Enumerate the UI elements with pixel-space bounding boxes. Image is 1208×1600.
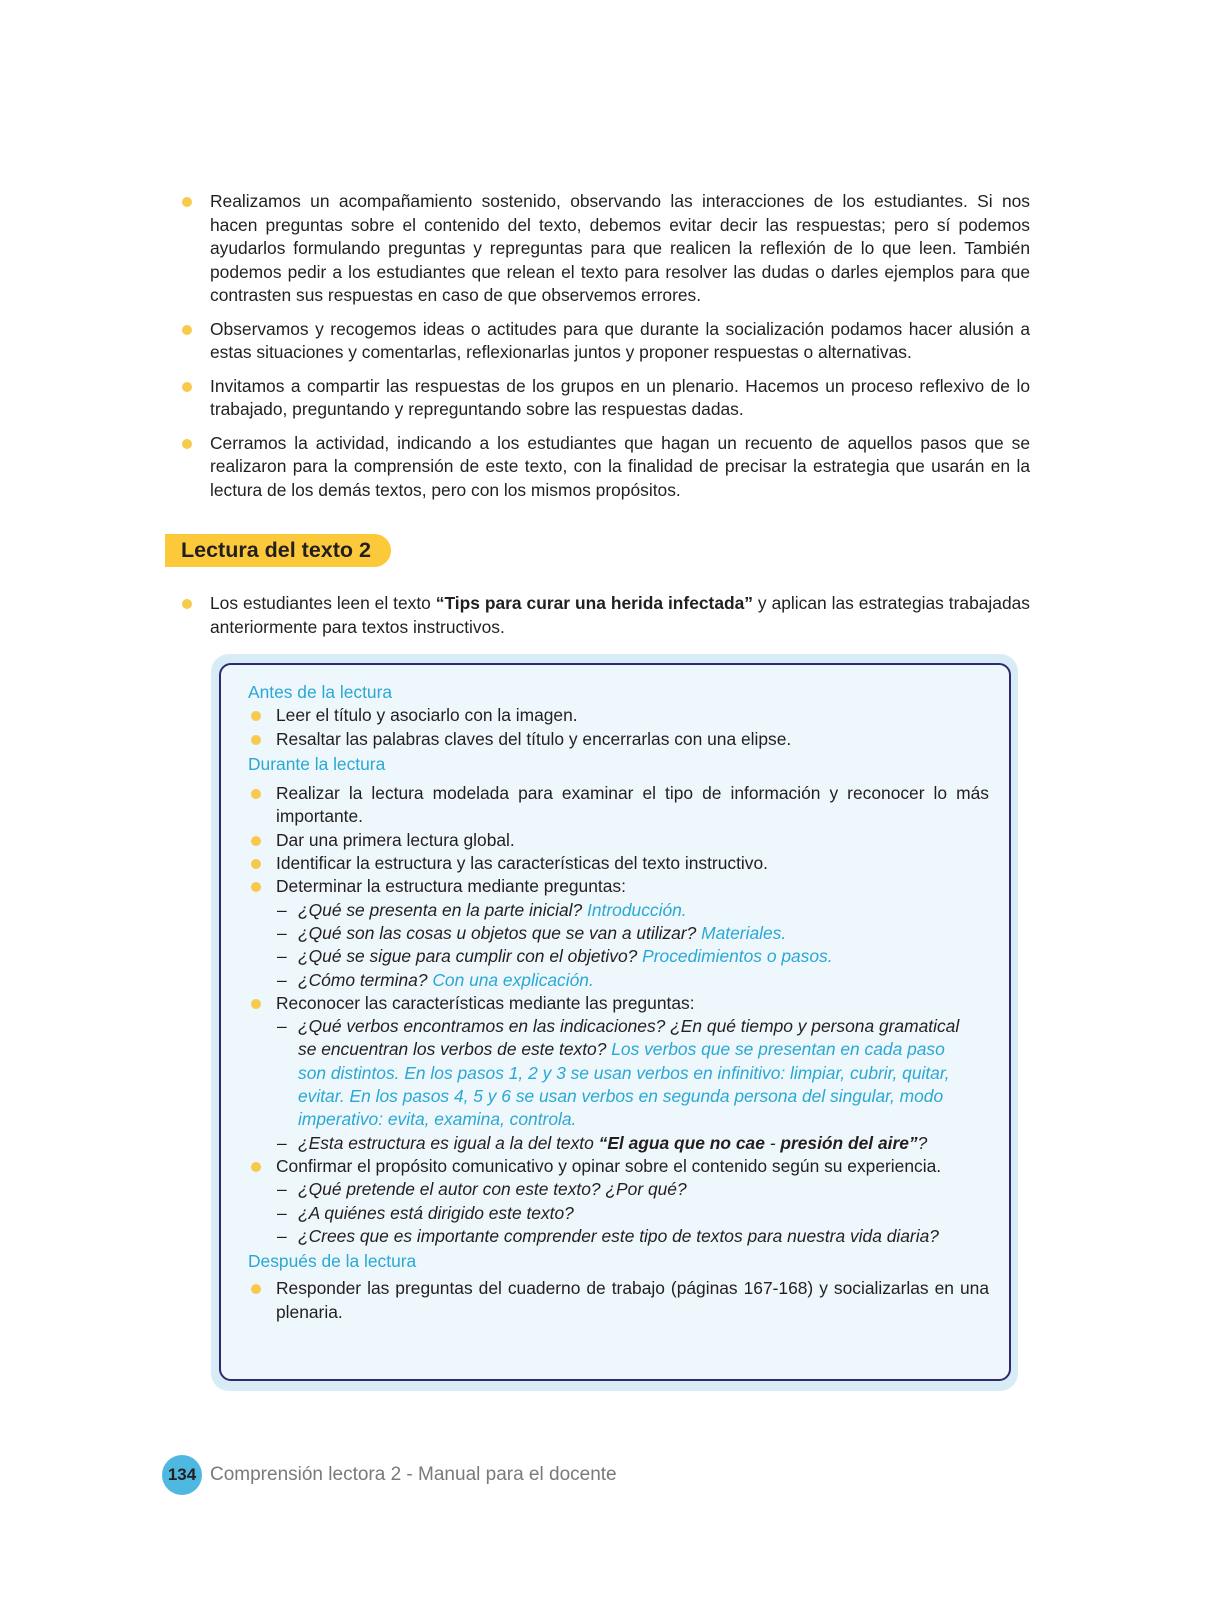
list-item-text: Invitamos a compartir las respuestas de los grupos en un plenario. Hacemos un proceso reflexivo de lo trabajado, preguntando y repreguntando sobre las respuestas dadas. [210,375,1030,419]
question-item [276,969,989,992]
features-questions [276,1015,989,1155]
question-text: ¿Crees que es importante comprender este tipo de textos para nuestra vida diaria? [298,1225,939,1246]
question-item [276,899,989,922]
list-item [182,318,1030,365]
bullet-icon [182,599,192,609]
bullet-icon [251,882,261,892]
footer-title: Comprensión lectora 2 - Manual para el docente [210,1464,617,1485]
question-text: ¿Qué pretende el autor con este texto? ¿Por qué? [298,1179,687,1200]
bullet-icon [251,789,261,799]
referenced-title-part1: “El agua que no cae [598,1132,765,1153]
bullet-icon [182,439,192,449]
list-item [248,852,989,875]
bullet-icon [251,1284,261,1294]
list-item-text: Confirmar el propósito comunicativo y opinar sobre el contenido según su experiencia. [276,1155,942,1176]
answer-text: Procedimientos o pasos. [642,946,833,967]
answer-text: Introducción. [587,899,687,920]
question-text: ¿Esta estructura es igual a la del texto [298,1132,599,1153]
dash-marker: – [277,1225,287,1246]
dash-marker: – [277,899,287,920]
question-item [276,922,989,945]
text-title-bold: “Tips para curar una herida infectada” [435,593,753,613]
page-number-badge: 134 [162,1455,202,1495]
bullet-icon [251,859,261,869]
subheading-durante: Durante la lectura [248,753,386,774]
bullet-icon [251,836,261,846]
referenced-title-part2: presión del aire” [780,1132,918,1153]
bullet-icon [182,382,192,392]
structure-questions [276,899,989,992]
bullet-icon [251,711,261,721]
despues-list [248,1277,989,1324]
question-item [276,1178,989,1201]
list-item-text: Reconocer las características mediante las preguntas: [276,992,695,1013]
list-item [248,829,989,852]
list-item-text: Dar una primera lectura global. [276,829,515,850]
list-item [182,190,1030,308]
intro-text-before: Los estudiantes leen el texto [210,593,436,613]
strategy-box [219,663,1011,1381]
list-item [248,782,989,829]
list-item-text: Leer el título y asociarlo con la imagen. [276,705,578,726]
question-item [276,945,989,968]
list-item-text: Cerramos la actividad, indicando a los estudiantes que hagan un recuento de aquellos pasos que se realizaron para la comprensión de este texto, con la finalidad de precisar la estrategia que usarán en la lectura de los demás textos, pero con los mismos propósitos. [210,432,1030,500]
teacher-notes-list [182,190,1030,512]
answer-text: Materiales. [701,922,787,943]
dash-marker: – [277,922,287,943]
dash-marker: – [277,946,287,967]
list-item-text: Determinar la estructura mediante preguntas: [276,876,626,897]
question-item [276,1225,989,1248]
list-item [182,432,1030,503]
list-item-text: Observamos y recogemos ideas o actitudes para que durante la socialización podamos hacer alusión a estas situaciones y comentarlas, reflexionarlas juntos y proponer respuestas o alternativas. [210,318,1030,362]
subheading-despues: Después de la lectura [248,1251,417,1272]
dash-marker: – [277,969,287,990]
dash-marker: – [277,1179,287,1200]
question-end: ? [917,1132,928,1153]
list-item [248,704,989,727]
question-text: ¿Cómo termina? [298,969,433,990]
question-text: ¿Qué se presenta en la parte inicial? [298,899,588,920]
answer-text: Con una explicación. [432,969,594,990]
dash-marker: – [277,1016,287,1037]
list-item-text: Resaltar las palabras claves del título y encerrarlas con una elipse. [276,728,792,749]
bullet-icon [251,999,261,1009]
list-item [248,1277,989,1324]
bullet-icon [182,325,192,335]
question-item [276,1202,989,1225]
question-text: ¿Qué verbos encontramos en las indicaciones? ¿En qué tiempo y persona gramatical se encuentran los verbos de este texto? [298,1016,960,1060]
dash-marker: – [277,1202,287,1223]
question-item [276,1132,989,1155]
bullet-icon [251,735,261,745]
list-item-text: Realizar la lectura modelada para examinar el tipo de información y reconocer lo más importante. [276,783,989,827]
list-item [248,875,989,991]
list-item [182,375,1030,422]
question-text: ¿A quiénes está dirigido este texto? [298,1202,574,1223]
list-item-text: Realizamos un acompañamiento sostenido, observando las interacciones de los estudiantes. Si nos hacen preguntas sobre el contenido del texto, debemos evitar decir las respuestas; pero sí podemos ayudarlos formulando preguntas y repreguntas para que realicen la reflexión de lo que leen. También podemos pedir a los estudiantes que relean el texto para resolver las dudas o darles ejemplos para que contrasten sus respuestas en caso de que observemos errores. [210,191,1030,305]
antes-list [248,704,989,751]
subheading-antes: Antes de la lectura [248,682,393,702]
intro-list [182,592,1030,639]
intro-text-after: y aplican las estrategias trabajadas anteriormente para textos instructivos. [210,593,1030,637]
purpose-questions [276,1178,989,1248]
answer-text: Los verbos que se presentan en cada paso son distintos. En los pasos 1, 2 y 3 se usan verbos en infinitivo: limpiar, cubrir, quitar, evitar. En los pasos 4, 5 y 6 se usan verbos en segunda persona del singular, modo imperativo: evita, examina, controla. [298,1039,950,1130]
durante-list [248,782,989,1248]
bullet-icon [182,197,192,207]
list-item-text: Responder las preguntas del cuaderno de trabajo (páginas 167-168) y socializarlas en una plenaria. [276,1278,989,1322]
list-item [248,1155,989,1248]
list-item [248,728,989,751]
section-title: Lectura del texto 2 [165,534,391,567]
question-text: ¿Qué se sigue para cumplir con el objetivo? [298,946,643,967]
question-text: ¿Qué son las cosas u objetos que se van a utilizar? [298,922,702,943]
title-separator: - [764,1132,781,1153]
bullet-icon [251,1162,261,1172]
list-item [248,992,989,1155]
question-item [276,1015,989,1131]
list-item-text: Identificar la estructura y las características del texto instructivo. [276,853,768,874]
list-item [182,592,1030,639]
dash-marker: – [277,1132,287,1153]
